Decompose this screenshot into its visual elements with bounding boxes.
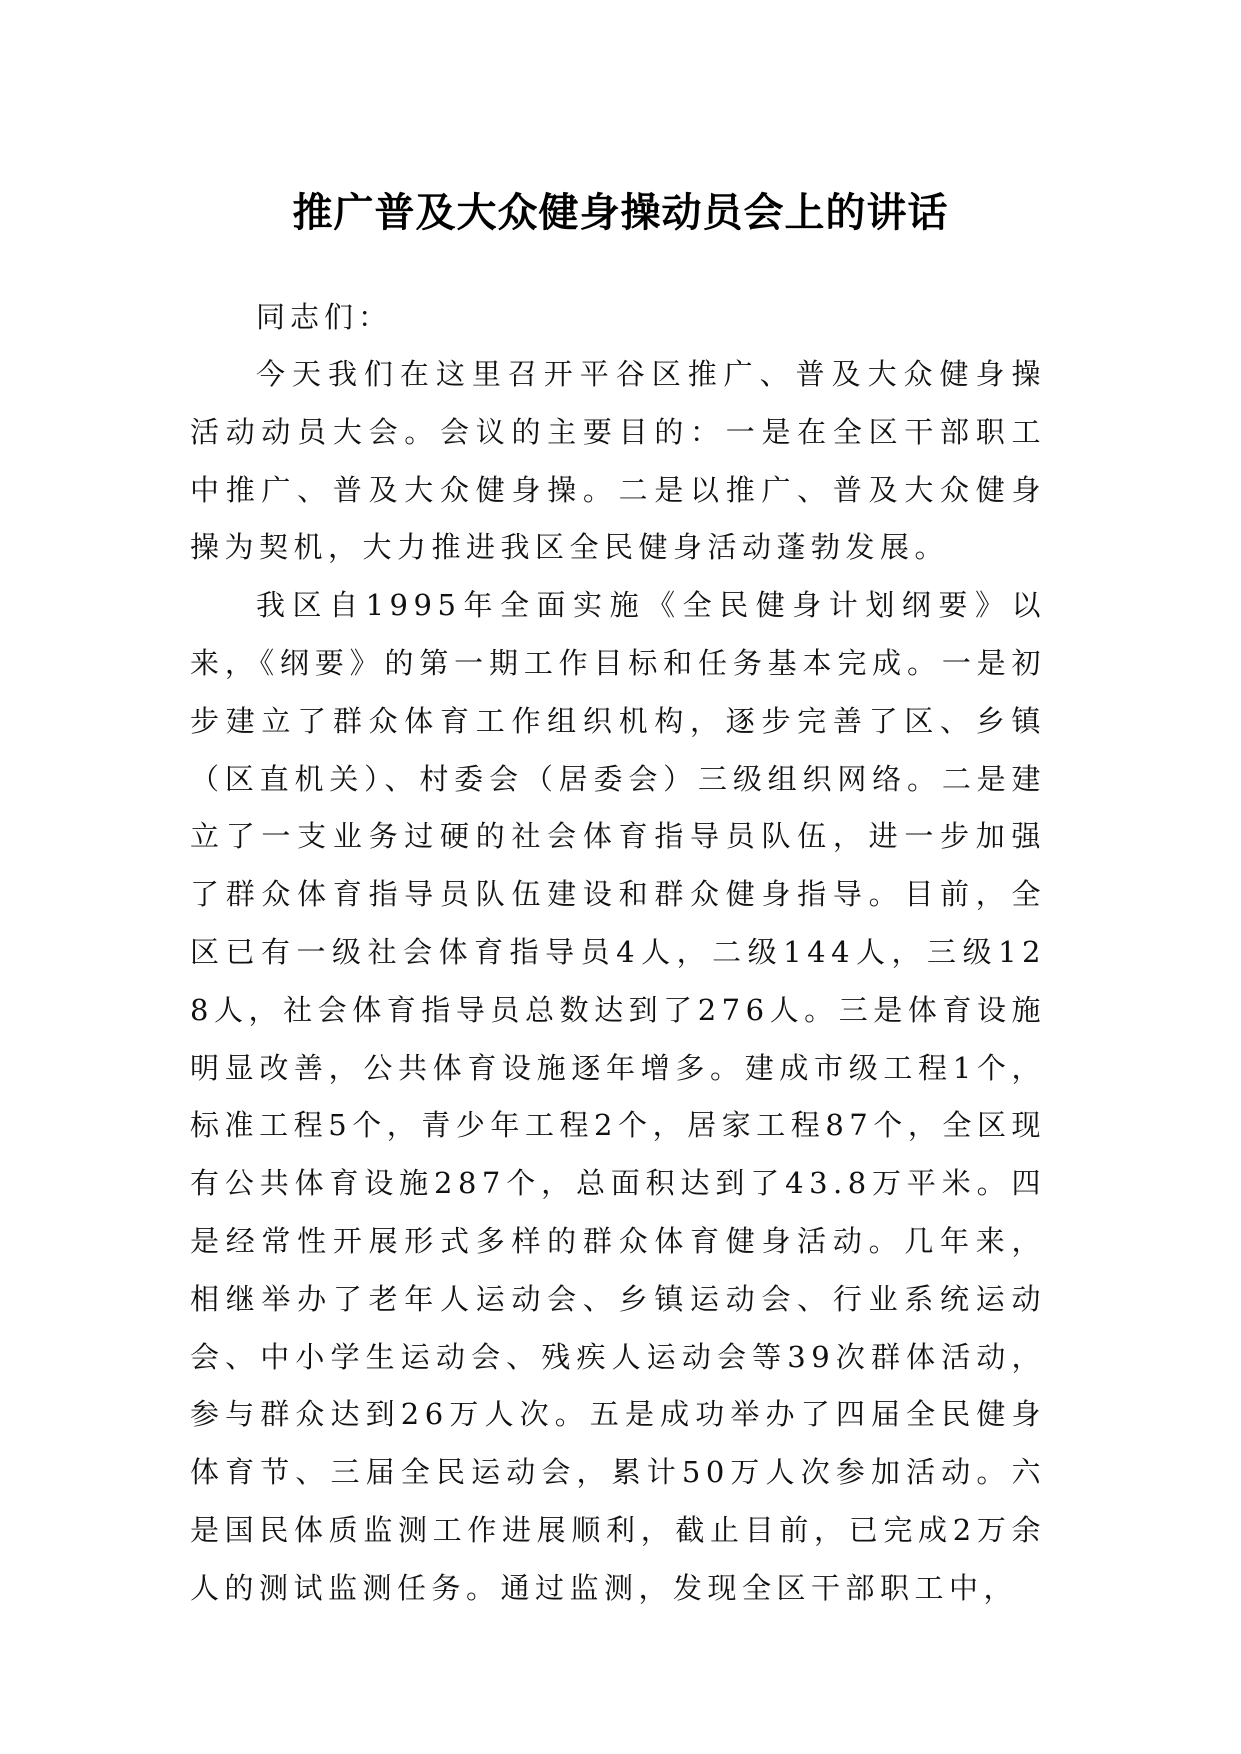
paragraph-intro: 今天我们在这里召开平谷区推广、普及大众健身操活动动员大会。会议的主要目的：一是在全区干部职工中推广、普及大众健身操。二是以推广、普及大众健身操为契机，大力推进我区全民健身活动蓬勃发展。 [190, 357, 1046, 565]
document-title: 推广普及大众健身操动员会上的讲话 [292, 189, 949, 236]
salutation: 同志们： [256, 300, 393, 334]
document-body [190, 288, 1046, 1618]
paragraph-achievements: 我区自1995年全面实施《全民健身计划纲要》以来，《纲要》的第一期工作目标和任务基本完成。一是初步建立了群众体育工作组织机构，逐步完善了区、乡镇（区直机关）、村委会（居委会）三级组织网络。二是建立了一支业务过硬的社会体育指导员队伍，进一步加强了群众体育指导员队伍建设和群众健身指导。目前，全区已有一级社会体育指导员4人，二级144人，三级128人，社会体育指导员总数达到了276人。三是体育设施明显改善，公共体育设施逐年增多。建成市级工程1个，标准工程5个，青少年工程2个，居家工程87个，全区现有公共体育设施287个，总面积达到了43.8万平米。四是经常性开展形式多样的群众体育健身活动。几年来，相继举办了老年人运动会、乡镇运动会、行业系统运动会、中小学生运动会、残疾人运动会等39次群体活动，参与群众达到26万人次。五是成功举办了四届全民健身体育节、三届全民运动会，累计50万人次参加活动。六是国民体质监测工作进展顺利，截止目前，已完成2万余人的测试监测任务。通过监测，发现全区干部职工中， [190, 588, 1046, 1605]
